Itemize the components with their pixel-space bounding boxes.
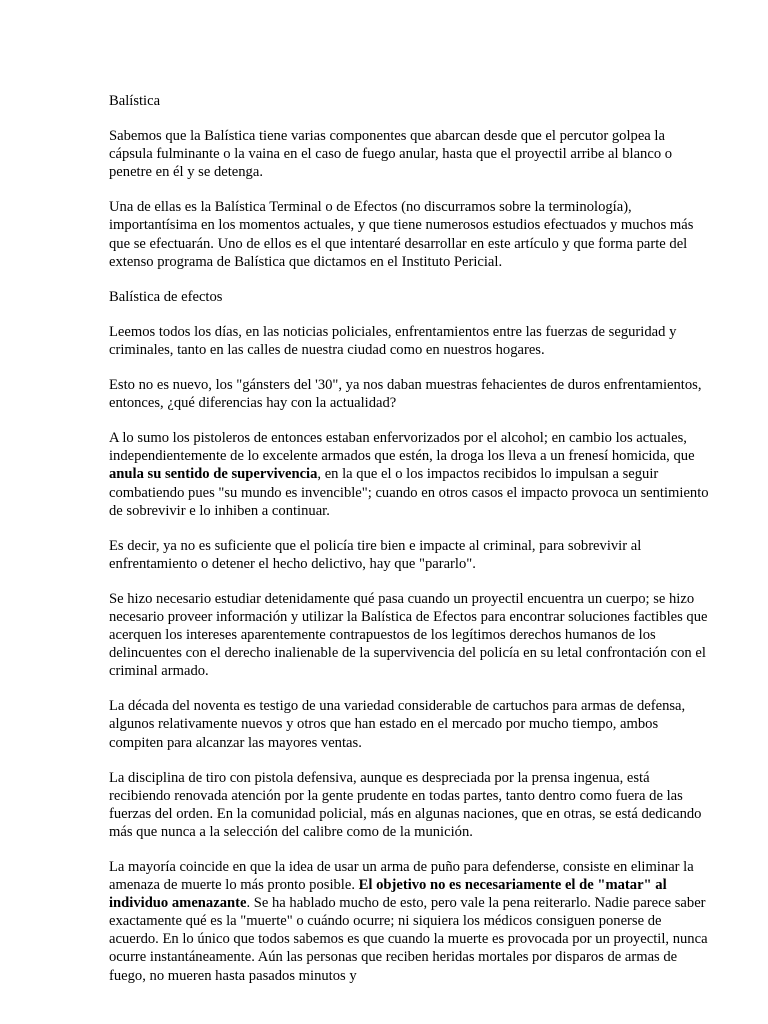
text-run: Es decir, ya no es suficiente que el policía tire bien e impacte al criminal, para sobrevivir al enfrentamiento o detener el hecho delictivo, hay que "pararlo". <box>109 537 642 572</box>
text-run: . Se ha hablado mucho de esto, pero vale la pena reiterarlo. Nadie parece saber exactamente qué es la "muerte" o cuándo ocurre; ni siquiera los médicos consiguen ponerse de acuerdo. En lo único que todos sabemos es que cuando la muerte es provocada por un proyectil, nunca ocurre instantáneamente. Aún las personas que reciben heridas mortales por disparos de armas de fuego, no mueren hasta pasados minutos y <box>109 895 708 984</box>
paragraph <box>109 697 709 751</box>
paragraph <box>109 858 709 985</box>
text-run: La disciplina de tiro con pistola defensiva, aunque es despreciada por la prensa ingenua, está recibiendo renovada atención por la gente prudente en todas partes, tanto dentro como fuera de las fuerzas del orden. En la comunidad policial, más en algunas naciones, que en otras, se está dedicando más que nunca a la selección del calibre como de la munición. <box>109 769 702 840</box>
text-run: Sabemos que la Balística tiene varias componentes que abarcan desde que el percutor golpea la cápsula fulminante o la vaina en el caso de fuego anular, hasta que el proyectil arribe al blanco o penetre en él y se detenga. <box>109 128 673 181</box>
text-run: Balística de efectos <box>109 288 223 305</box>
section-heading <box>109 288 709 306</box>
paragraph <box>109 769 709 841</box>
text-run: Una de ellas es la Balística Terminal o de Efectos (no discurramos sobre la terminología), importantísima en los momentos actuales, y que tiene numerosos estudios efectuados y muchos más que se efectuarán. Uno de ellos es el que intentaré desarrollar en este artículo y que forma parte del extenso programa de Balística que dictamos en el Instituto Pericial. <box>109 199 694 270</box>
text-run: Esto no es nuevo, los "gánsters del '30", ya nos daban muestras fehacientes de duros enfrentamientos, entonces, ¿qué diferencias hay con la actualidad? <box>109 377 702 412</box>
document-title: Balística <box>109 93 161 109</box>
document-body <box>109 92 709 1002</box>
paragraph <box>109 590 709 680</box>
paragraph <box>109 323 709 359</box>
text-run: La década del noventa es testigo de una variedad considerable de cartuchos para armas de defensa, algunos relativamente nuevos y otros que han estado en el mercado por mucho tiempo, ambos compiten para alcanzar las mayores ventas. <box>109 698 686 751</box>
paragraph <box>109 429 709 519</box>
paragraph-list <box>109 127 709 985</box>
bold-text: anula su sentido de supervivencia <box>109 466 318 483</box>
paragraph <box>109 198 709 270</box>
text-run: Leemos todos los días, en las noticias policiales, enfrentamientos entre las fuerzas de seguridad y criminales, tanto en las calles de nuestra ciudad como en nuestros hogares. <box>109 323 677 358</box>
text-run: A lo sumo los pistoleros de entonces estaban enfervorizados por el alcohol; en cambio los actuales, independientemente de lo excelente armados que estén, la droga los lleva a un frenesí homicida, que <box>109 430 695 465</box>
text-run: Se hizo necesario estudiar detenidamente qué pasa cuando un proyectil encuentra un cuerpo; se hizo necesario proveer información y utilizar la Balística de Efectos para encontrar soluciones factibles que acerquen los intereses aparentemente contrapuestos de los legítimos derechos humanos de los delincuentes con el derecho inalienable de la supervivencia del policía en su letal confrontación con el criminal armado. <box>109 590 708 680</box>
text-run: La mayoría coincide en que la idea de usar un arma de puño para defenderse, consiste en eliminar la amenaza de muerte lo más pronto posible. <box>109 859 694 894</box>
paragraph <box>109 127 709 181</box>
bold-text: El objetivo no es necesariamente el de "matar" al individuo amenazante <box>109 877 667 912</box>
text-run: , en la que el o los impactos recibidos lo impulsan a seguir combatiendo pues "su mundo es invencible"; cuando en otros casos el impacto provoca un sentimiento de sobrevivir e lo inhiben a continuar. <box>109 466 709 519</box>
paragraph <box>109 376 709 412</box>
paragraph <box>109 537 709 573</box>
